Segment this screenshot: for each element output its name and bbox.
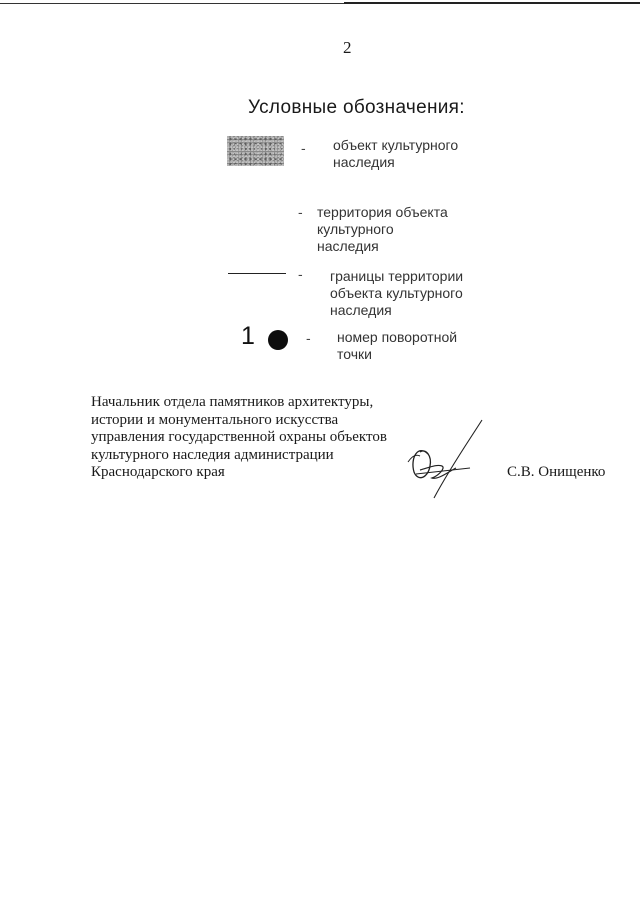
legend-dash: - (298, 266, 303, 282)
legend-item-heritage-territory (317, 204, 487, 255)
legend-label-line: номер поворотной (337, 329, 458, 345)
legend-dash: - (298, 204, 303, 220)
legend-dash: - (306, 330, 311, 346)
heritage-object-swatch (227, 136, 284, 166)
top-border-line-bold (344, 2, 640, 4)
legend-item-heritage-object (333, 137, 483, 171)
legend-label-line: границы территории (330, 268, 464, 284)
legend-label-line: точки (337, 346, 372, 362)
legend-dash: - (301, 140, 306, 156)
signer-position (91, 394, 401, 482)
legend-label-line: наследия (330, 302, 392, 318)
legend-item-turning-point (337, 329, 487, 363)
legend-title: Условные обозначения: (248, 97, 465, 118)
turning-point-number: 1 (241, 322, 255, 350)
legend-label-line: объекта культурного (330, 285, 463, 301)
signer-position-line: Краснодарского края (91, 464, 225, 480)
signer-position-line: управления государственной охраны объектов (91, 429, 387, 445)
handwritten-signature (398, 418, 484, 500)
legend-label-line: наследия (317, 238, 379, 254)
signer-name: С.В. Онищенко (507, 464, 606, 480)
legend-item-territory-boundary (330, 268, 490, 319)
legend-label-line: наследия (333, 154, 395, 170)
legend-label-line: территория объекта (317, 204, 448, 220)
signer-position-line: истории и монументального искусства (91, 411, 339, 428)
signer-position-line: культурного наследия администрации (91, 446, 334, 463)
territory-boundary-line-symbol (228, 273, 286, 274)
turning-point-dot-icon (268, 330, 288, 350)
signer-position-line: Начальник отдела памятников архитектуры, (91, 394, 374, 410)
legend-label-line: объект культурного (333, 137, 459, 153)
legend-label-line: культурного (317, 221, 394, 237)
page-number: 2 (343, 38, 352, 57)
